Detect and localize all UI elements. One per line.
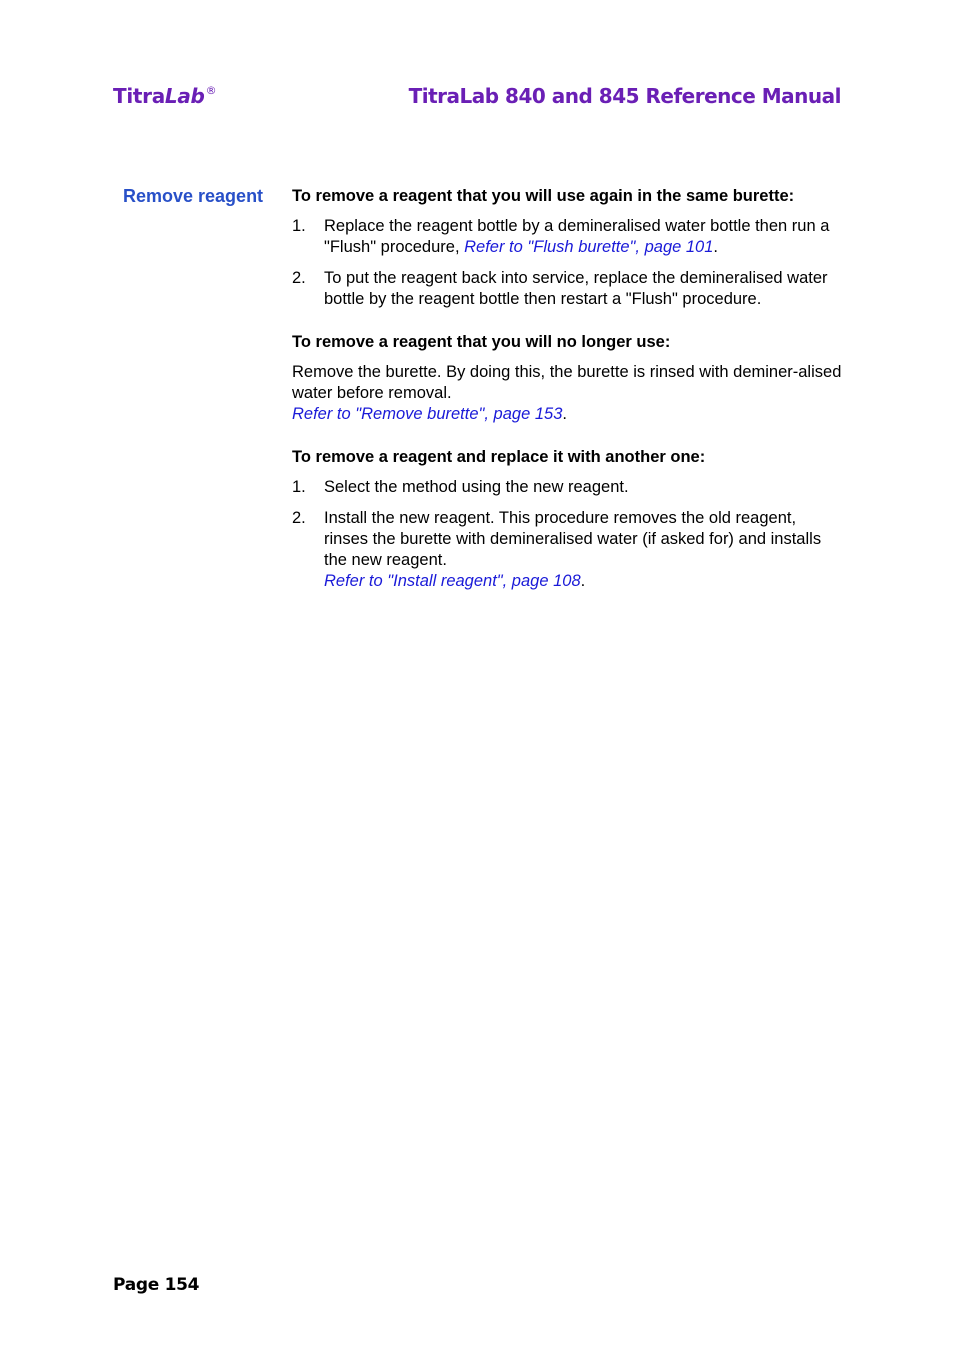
list-item-number: 2. <box>292 509 306 527</box>
section-title: Remove reagent <box>123 186 264 206</box>
brand-suffix: Lab <box>164 84 205 108</box>
list-item-text: To put the reagent back into service, replace the demineralised water bottle by the reagent bottle then restart a "Flush" procedure. <box>324 269 828 308</box>
remove-burette-link[interactable]: Refer to "Remove burette", page 153 <box>292 405 563 423</box>
list-item <box>292 508 842 592</box>
block3-heading: To remove a reagent and replace it with another one: <box>292 448 706 466</box>
block1-list <box>292 216 842 310</box>
registered-mark: ® <box>205 84 217 97</box>
paragraph-text: Remove the burette. By doing this, the burette is rinsed with deminer-alised water before removal. <box>292 363 842 402</box>
list-item-number: 1. <box>292 217 306 235</box>
list-item-text: Install the new reagent. This procedure removes the old reagent, rinses the burette with demineralised water (if asked for) and installs the new reagent. <box>324 509 822 569</box>
block2-paragraph <box>292 362 842 425</box>
list-item-text: Replace the reagent bottle by a demineralised water bottle then run a "Flush" procedure, <box>324 217 830 256</box>
list-item <box>292 268 842 310</box>
manual-title: TitraLab 840 and 845 Reference Manual <box>408 84 841 108</box>
list-item-end: . <box>580 572 586 590</box>
list-item-number: 1. <box>292 478 306 496</box>
install-reagent-link[interactable]: Refer to "Install reagent", page 108 <box>324 572 581 590</box>
brand-prefix: Titra <box>113 84 165 108</box>
flush-burette-link[interactable]: Refer to "Flush burette", page 101 <box>464 238 714 256</box>
brand-logo <box>113 84 216 108</box>
paragraph-end: . <box>562 405 567 423</box>
list-item <box>292 477 842 498</box>
list-item-end: . <box>713 238 718 256</box>
list-item-text: Select the method using the new reagent. <box>324 478 629 496</box>
list-item <box>292 216 842 258</box>
block1-heading: To remove a reagent that you will use again in the same burette: <box>292 187 795 205</box>
page-number: Page 154 <box>113 1275 200 1295</box>
block3-list <box>292 477 842 592</box>
block2-heading: To remove a reagent that you will no longer use: <box>292 333 671 351</box>
section-content <box>292 186 842 602</box>
list-item-number: 2. <box>292 269 306 287</box>
